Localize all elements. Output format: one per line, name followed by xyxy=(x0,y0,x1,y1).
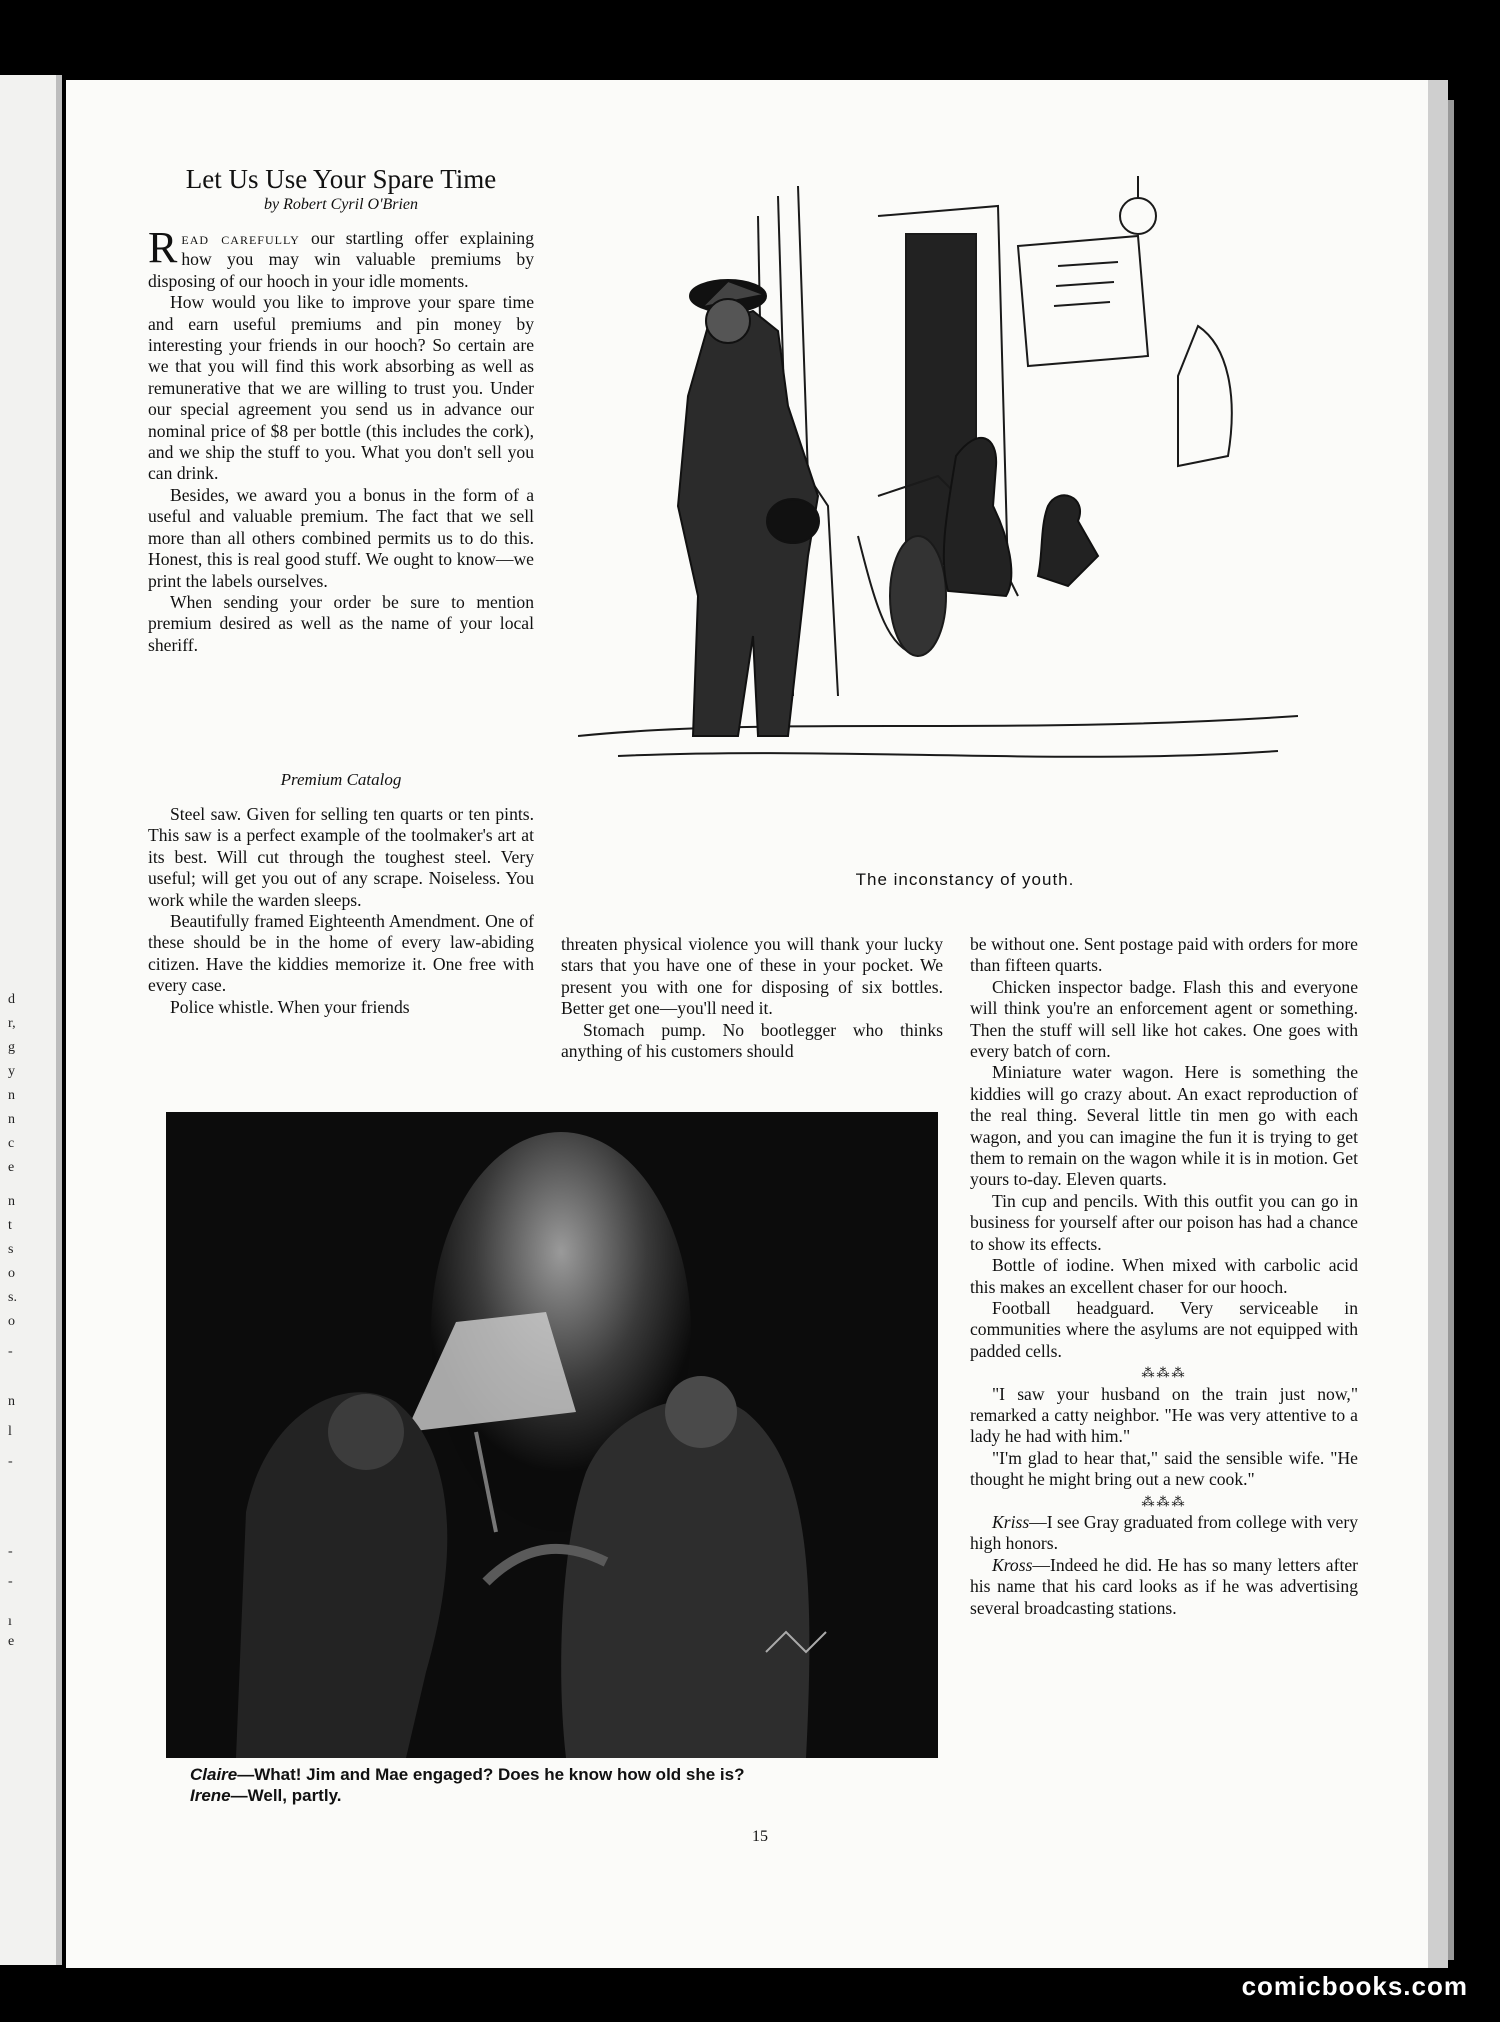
margin-fragment: g xyxy=(8,1040,15,1055)
right-page-edge xyxy=(1428,80,1448,1968)
paragraph: threaten physical violence you will thank your lucky stars that you have one of these in your pocket. We present you with one for disposing of six bottles. Better get one—you'll need it. xyxy=(561,934,943,1019)
paragraph: Bottle of iodine. When mixed with carbolic acid this makes an excellent chaser for our hooch. xyxy=(970,1255,1358,1297)
paragraph: How would you like to improve your spare time and earn useful premiums and pin money by interesting your friends in our hooch? So certain are we that you will find this work absorbing as well as remunerative that we are willing to trust you. Under our special agreement you send us in advance our nominal price of $8 per bottle (this includes the cork), and we ship the stuff to you. What you don't sell you can drink. xyxy=(148,292,534,484)
margin-fragment: s xyxy=(8,1242,14,1257)
article-byline: by Robert Cyril O'Brien xyxy=(263,196,419,213)
margin-fragment: t xyxy=(8,1218,12,1233)
page-number: 15 xyxy=(752,1828,768,1845)
paragraph: Miniature water wagon. Here is something the kiddies will go crazy about. An exact reproduction of the real thing. Several little tin men go with each wagon, and you can imagine the fun it is trying to get them to remain on the wagon while it is in motion. Get yours to-day. Eleven quarts. xyxy=(970,1062,1358,1190)
paragraph: Besides, we award you a bonus in the form of a useful and valuable premium. The fact that we sell more than all others combined permits us to do this. Honest, this is real good stuff. We ought to know—we print the labels ourselves. xyxy=(148,484,534,591)
cartoon-caption: Claire—What! Jim and Mae engaged? Does he know how old she is? Irene—Well, partly. xyxy=(190,1765,745,1805)
separator: ⁂⁂⁂ xyxy=(1141,1365,1187,1381)
margin-fragment: s. xyxy=(8,1290,17,1305)
margin-fragment: y xyxy=(8,1064,15,1079)
joke-paragraph: Kross—Indeed he did. He has so many letters after his name that his card looks as if he was advertising several broadcasting stations. xyxy=(970,1554,1358,1618)
catalog-column-3 xyxy=(970,934,1358,1619)
catalog-column-1 xyxy=(148,804,534,1018)
paragraph: Stomach pump. No bootlegger who thinks anything of his customers should xyxy=(561,1019,943,1062)
tramp-and-dogs-illustration xyxy=(578,176,1298,776)
margin-fragment: ı xyxy=(8,1614,12,1629)
article-intro: Read carefully our startling offer explaining how you may win valuable premiums by disposing of our hooch in your idle moments. How would you like to improve your spare time and earn useful premiums and pin money by interesting your friends in our hooch? So certain are we that you will find this work absorbing as well as remunerative that we are willing to trust you. Under our special agreement you send us in advance our nominal price of $8 per bottle (this includes the cork), and we ship the stuff to you. What you don't sell you can drink. Besides, we award you a bonus in the form of a useful and valuable premium. The fact that we sell more than all others combined permits us to do this. Honest, this is real good stuff. We ought to know—we print the labels ourselves. When sending your order be sure to mention premium desired as well as the name of your local sheriff. xyxy=(148,223,535,655)
margin-fragment: r, xyxy=(8,1016,16,1031)
paragraph: Football headguard. Very serviceable in communities where the asylums are not equipped with padded cells. xyxy=(970,1297,1358,1361)
margin-fragment: n xyxy=(8,1394,15,1409)
paragraph: be without one. Sent postage paid with orders for more than fifteen quarts. xyxy=(970,934,1358,976)
drop-cap: R xyxy=(148,223,178,272)
women-by-lamp-illustration xyxy=(166,1112,938,1758)
paragraph: Tin cup and pencils. With this outfit you can go in business for yourself after our poison has had a chance to show its effects. xyxy=(970,1190,1358,1254)
paragraph: Police whistle. When your friends xyxy=(170,996,410,1017)
paragraph: Beautifully framed Eighteenth Amendment. One of these should be in the home of every law-abiding citizen. Have the kiddies memorize it. One free with every case. xyxy=(148,911,534,996)
margin-fragment: - xyxy=(8,1344,13,1359)
joke-paragraph: "I saw your husband on the train just now," remarked a catty neighbor. "He was very attentive to a lady he had with him." xyxy=(970,1383,1358,1447)
margin-fragment: - xyxy=(8,1454,13,1469)
article-title: Let Us Use Your Spare Time xyxy=(185,164,497,194)
illustration-caption: The inconstancy of youth. xyxy=(855,870,1075,889)
margin-fragment: - xyxy=(8,1574,13,1589)
separator: ⁂⁂⁂ xyxy=(1141,1493,1187,1509)
margin-fragment: e xyxy=(8,1160,15,1175)
margin-fragment: d xyxy=(8,992,15,1007)
paragraph: When sending your order be sure to mention premium desired as well as the name of your local sheriff. xyxy=(148,591,534,655)
catalog-column-2 xyxy=(561,934,943,1062)
margin-fragment: - xyxy=(8,1544,13,1559)
watermark: comicbooks.com xyxy=(1241,1971,1468,2001)
paragraph: Steel saw. Given for selling ten quarts or ten pints. This saw is a perfect example of the toolmaker's art at its best. Will cut through the toughest steel. Very useful; will get you out of any scrape. Noiseless. You work while the warden sleeps. xyxy=(148,804,534,910)
margin-fragment: n xyxy=(8,1194,15,1209)
margin-fragment: n xyxy=(8,1112,15,1127)
joke-paragraph: "I'm glad to hear that," said the sensible wife. "He thought he might bring out a new cook." xyxy=(970,1447,1358,1490)
premium-catalog-heading: Premium Catalog xyxy=(280,770,402,789)
margin-fragment: o xyxy=(8,1266,15,1281)
joke-paragraph: Kriss—I see Gray graduated from college with very high honors. xyxy=(970,1511,1358,1554)
margin-fragment: o xyxy=(8,1314,15,1329)
paragraph: Chicken inspector badge. Flash this and everyone will think you're an enforcement agent or something. Then the stuff will sell like hot cakes. One goes with every batch of corn. xyxy=(970,976,1358,1062)
margin-fragment: n xyxy=(8,1088,15,1103)
margin-fragment: c xyxy=(8,1136,15,1151)
margin-fragment: e xyxy=(8,1634,15,1649)
margin-fragment: l xyxy=(8,1424,12,1439)
